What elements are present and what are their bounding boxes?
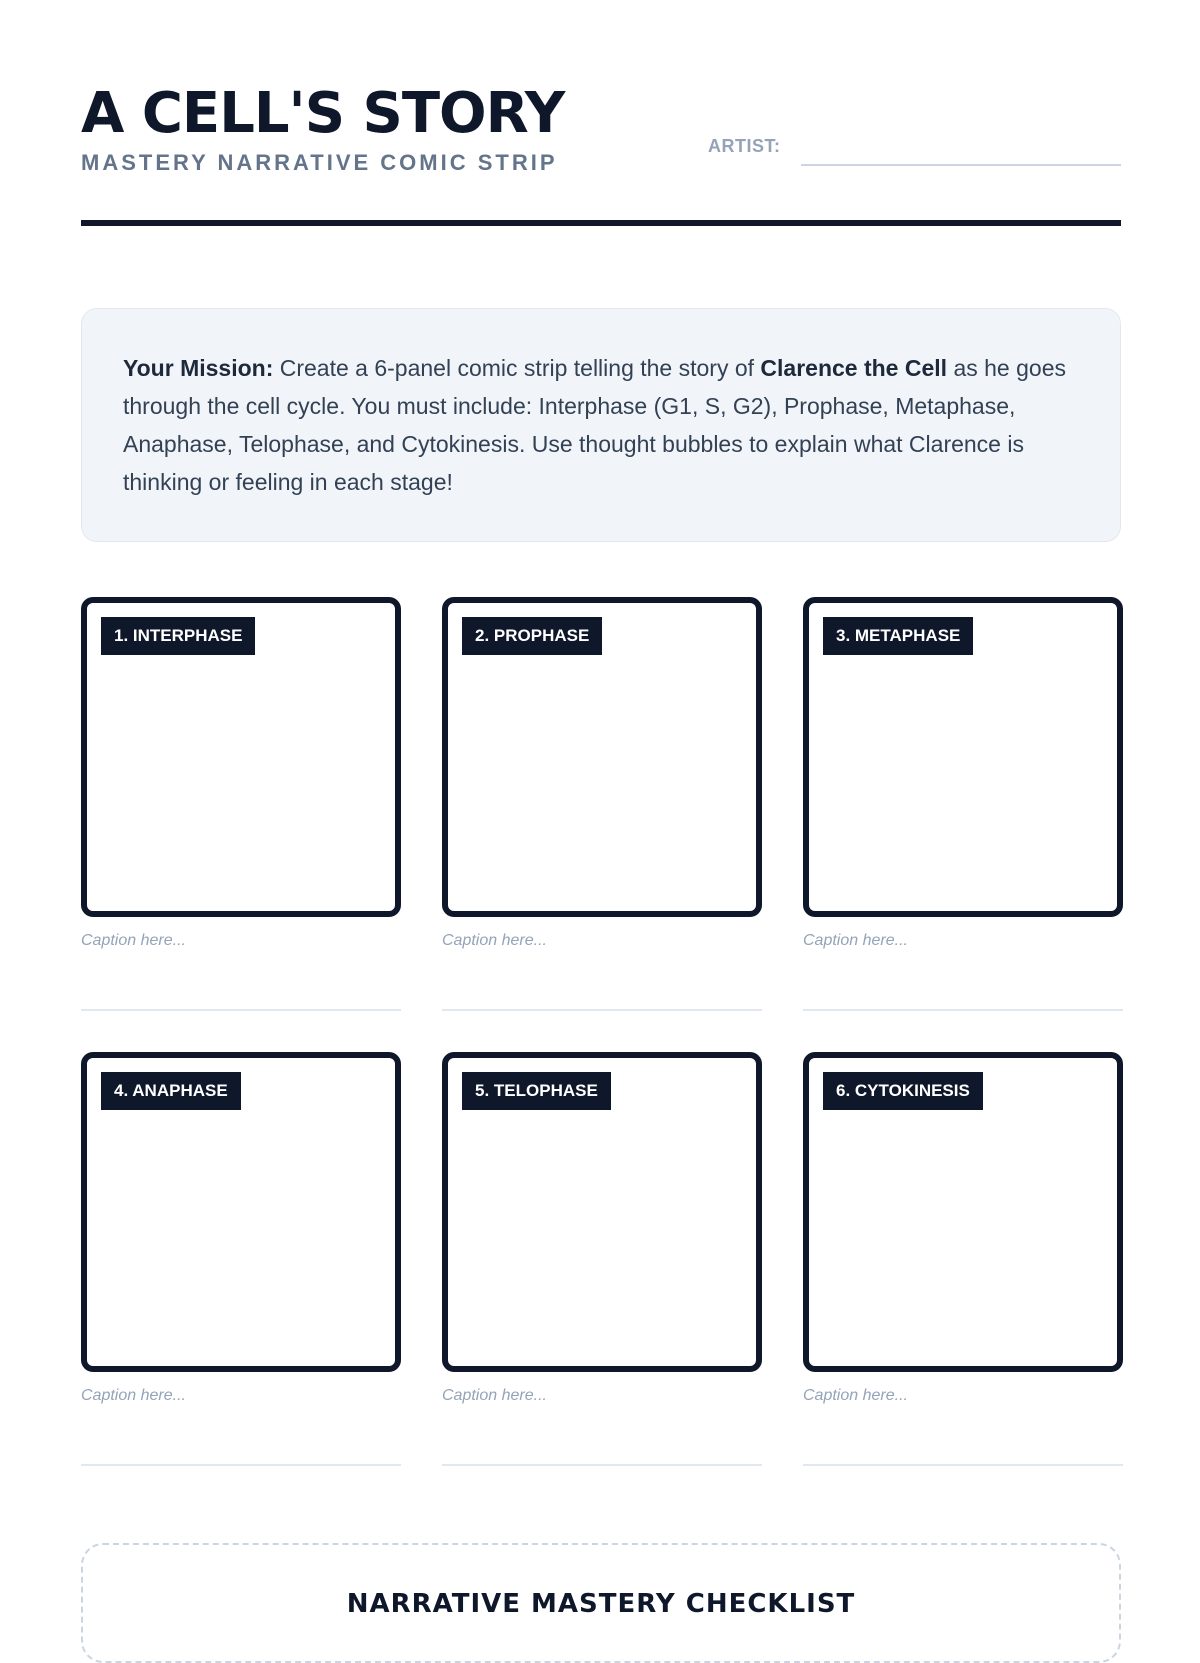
comic-panel-telophase[interactable] [442,1052,762,1372]
caption-line [442,1009,762,1011]
caption-field[interactable]: Caption here... [803,1387,908,1404]
worksheet-header [81,81,1121,228]
mission-text [123,349,1080,501]
mission-text-part-1: Create a 6-panel comic strip telling the story of [273,355,761,381]
checklist-title: NARRATIVE MASTERY CHECKLIST [346,1589,856,1619]
mission-character: Clarence the Cell [760,355,948,381]
caption-field[interactable]: Caption here... [81,932,186,949]
caption-line [442,1464,762,1466]
panel-label: 2. PROPHASE [462,617,602,655]
caption-line [803,1009,1123,1011]
comic-panel-interphase[interactable] [81,597,401,917]
page-title: A CELL'S STORY [81,81,565,146]
comic-panel-metaphase[interactable] [803,597,1123,917]
panel-label: 1. INTERPHASE [101,617,255,655]
caption-line [81,1464,401,1466]
mission-text-part-2: as he goes through the cell cycle. You must include: Interphase (G1, S, G2), Prophase, Metaphase, Anaphase, Telophase, and Cytokinesis. Use thought bubbles to explain what Clarence is thinking or feeling in each stage! [123,355,1066,495]
checklist-box [81,1543,1121,1663]
comic-panel-anaphase[interactable] [81,1052,401,1372]
header-divider [81,220,1121,226]
panel-label: 5. TELOPHASE [462,1072,611,1110]
panel-label: 4. ANAPHASE [101,1072,241,1110]
artist-label: ARTIST: [708,136,781,156]
caption-line [81,1009,401,1011]
comic-panel-cytokinesis[interactable] [803,1052,1123,1372]
caption-field[interactable]: Caption here... [442,932,547,949]
caption-field[interactable]: Caption here... [803,932,908,949]
caption-line [803,1464,1123,1466]
page-subtitle: MASTERY NARRATIVE COMIC STRIP [81,150,558,175]
comic-panel-prophase[interactable] [442,597,762,917]
mission-box [81,308,1121,542]
caption-field[interactable]: Caption here... [442,1387,547,1404]
mission-lead: Your Mission: [123,355,274,381]
panel-label: 6. CYTOKINESIS [823,1072,983,1110]
caption-field[interactable]: Caption here... [81,1387,186,1404]
panel-label: 3. METAPHASE [823,617,973,655]
artist-name-field[interactable] [801,164,1121,166]
